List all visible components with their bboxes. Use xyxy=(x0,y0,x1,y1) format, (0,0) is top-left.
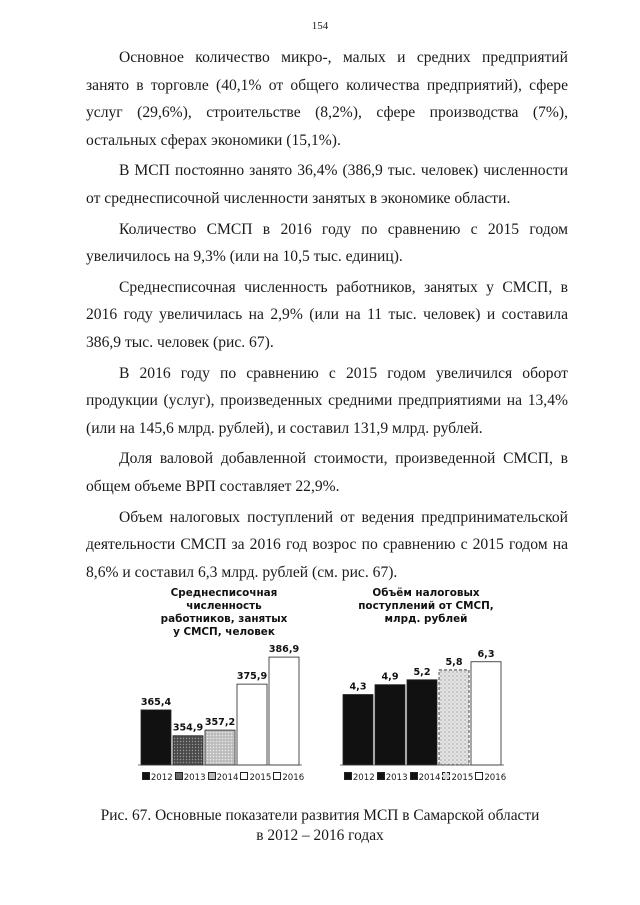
legend-label: 2012 xyxy=(150,773,173,783)
legend-item-2015 xyxy=(442,773,473,783)
chart-employees xyxy=(134,587,314,787)
legend-label: 2013 xyxy=(385,773,408,783)
legend-swatch xyxy=(377,772,385,780)
bar-plot xyxy=(134,587,314,772)
figure-caption xyxy=(0,806,640,846)
legend-label: 2016 xyxy=(484,773,507,783)
bar-2012 xyxy=(343,695,373,765)
legend-label: 2015 xyxy=(249,773,272,783)
bar-plot xyxy=(336,587,516,772)
paragraph: Среднесписочная численность работников, занятых у СМСП, в 2016 году увеличилась на 2,9% (или на 11 тыс. человек) и составила 386,9 тыс. человек (рис. 67). xyxy=(86,278,568,351)
legend-item-2014 xyxy=(208,773,239,783)
paragraph: Основное количество микро-, малых и средних предприятий занято в торговле (40,1% от общего количества предприятий), сфере услуг (29,6%), строительстве (8,2%), сфере производства (7%), остальных сферах экономики (15,1%). xyxy=(86,49,568,149)
bar-2016 xyxy=(269,657,299,765)
legend-label: 2014 xyxy=(418,773,441,783)
bar-2016 xyxy=(471,662,501,765)
legend-swatch xyxy=(240,772,248,780)
legend-label: 2014 xyxy=(216,773,239,783)
legend-label: 2016 xyxy=(282,773,305,783)
bar-2012 xyxy=(141,710,171,765)
legend-swatch xyxy=(442,772,450,780)
legend-item-2016 xyxy=(475,773,506,783)
chart-tax xyxy=(336,587,516,787)
legend-item-2012 xyxy=(142,773,173,783)
caption-line: Рис. 67. Основные показатели развития МСП в Самарской области xyxy=(100,807,540,824)
chart-title-line: Объём налоговых xyxy=(372,587,480,599)
legend-label: 2013 xyxy=(183,773,206,783)
legend-item-2015 xyxy=(240,773,271,783)
data-label: 4,3 xyxy=(349,681,367,693)
data-label: 4,9 xyxy=(381,671,399,683)
legend-swatch xyxy=(142,772,150,780)
legend-item-2016 xyxy=(273,773,304,783)
chart-title-line: работников, занятых xyxy=(160,613,288,625)
bar-2013 xyxy=(375,685,405,765)
caption-line: в 2012 – 2016 годах xyxy=(256,827,384,844)
legend-swatch xyxy=(273,772,281,780)
data-label: 375,9 xyxy=(236,671,268,683)
legend-item-2013 xyxy=(175,773,206,783)
bar-2014 xyxy=(205,730,235,765)
bar-2013 xyxy=(173,736,203,765)
data-label: 5,8 xyxy=(445,656,463,668)
chart-title-line: млрд. рублей xyxy=(384,613,468,625)
chart-legend xyxy=(336,772,516,783)
body-text xyxy=(86,44,568,589)
data-label: 354,9 xyxy=(172,722,204,734)
paragraph: Количество СМСП в 2016 году по сравнению с 2015 годом увеличилось на 9,3% (или на 10,5 тыс. единиц). xyxy=(86,220,568,266)
data-label: 365,4 xyxy=(140,696,172,708)
legend-swatch xyxy=(475,772,483,780)
bar-2014 xyxy=(407,680,437,765)
legend-swatch xyxy=(410,772,418,780)
data-label: 357,2 xyxy=(204,717,236,729)
bar-2015 xyxy=(237,684,267,765)
page-number: 154 xyxy=(311,20,329,32)
chart-title-line: поступлений от СМСП, xyxy=(358,600,494,612)
data-label: 6,3 xyxy=(477,648,495,660)
figure-charts xyxy=(128,587,512,787)
data-label: 5,2 xyxy=(413,666,431,678)
bar-2015 xyxy=(439,670,469,765)
chart-title-line: Среднесписочная численность xyxy=(170,587,278,612)
legend-swatch xyxy=(344,772,352,780)
chart-legend xyxy=(134,772,314,783)
legend-label: 2015 xyxy=(451,773,474,783)
chart-title-line: у СМСП, человек xyxy=(173,626,275,638)
legend-item-2014 xyxy=(410,773,441,783)
legend-swatch xyxy=(175,772,183,780)
legend-label: 2012 xyxy=(352,773,375,783)
data-label: 386,9 xyxy=(268,644,300,656)
paragraph: В 2016 году по сравнению с 2015 годом увеличился оборот продукции (услуг), произведенных средними предприятиями на 13,4% (или на 145,6 млрд. рублей), и составил 131,9 млрд. рублей. xyxy=(86,364,568,437)
legend-item-2013 xyxy=(377,773,408,783)
paragraph: Объем налоговых поступлений от ведения предпринимательской деятельности СМСП за 2016 год возрос по сравнению с 2015 годом на 8,6% и составил 6,3 млрд. рублей (см. рис. 67). xyxy=(86,508,568,581)
paragraph: В МСП постоянно занято 36,4% (386,9 тыс. человек) численности от среднесписочной численности занятых в экономике области. xyxy=(86,162,568,207)
legend-item-2012 xyxy=(344,773,375,783)
legend-swatch xyxy=(208,772,216,780)
paragraph: Доля валовой добавленной стоимости, произведенной СМСП, в общем объеме ВРП составляет 22,9%. xyxy=(86,450,568,495)
